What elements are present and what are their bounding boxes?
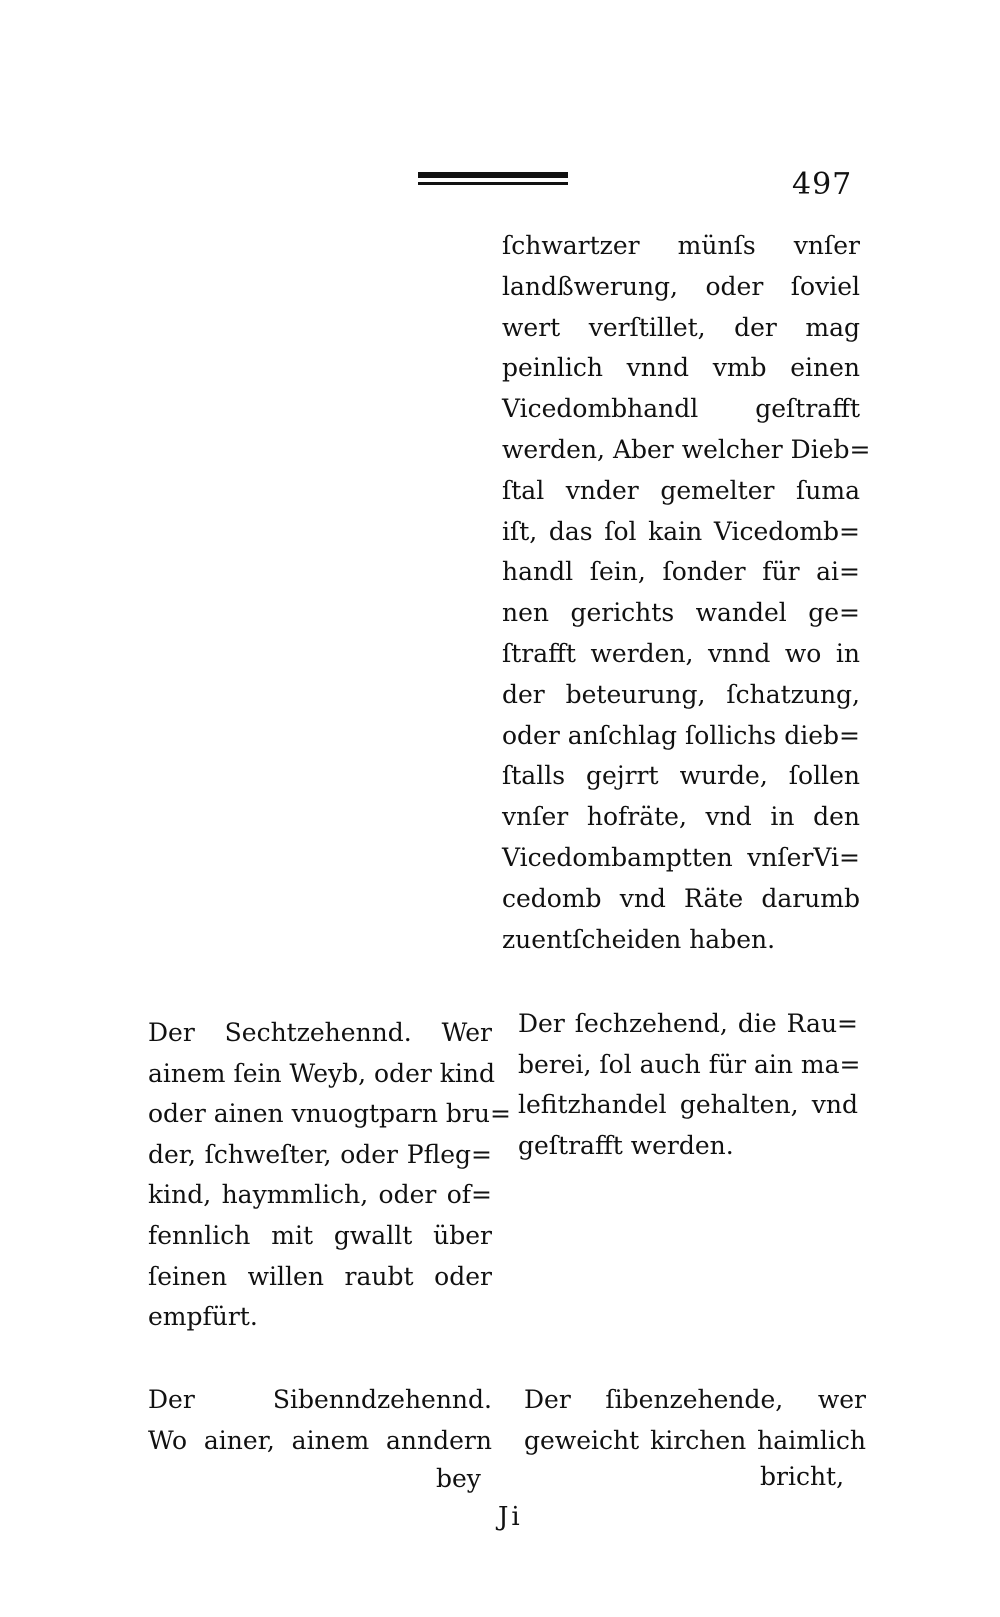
- text-line: vnſer hofräte, vnd in den: [502, 802, 860, 832]
- text-line: handl ſein, ſonder für ai=: [502, 557, 860, 587]
- text-line: nen gerichts wandel ge=: [502, 598, 860, 628]
- text-line: Der ſechzehend, die Rau=: [518, 1009, 858, 1038]
- section-16-new-text: [518, 1004, 861, 1166]
- text-line: Der ſibenzehende, wer: [524, 1385, 866, 1414]
- text-line: fennlich mit gwallt über: [148, 1220, 492, 1250]
- header-rule-thick: [418, 172, 568, 178]
- text-line: peinlich vnnd vmb einen: [502, 353, 860, 383]
- text-line: geweicht kirchen haimlich: [524, 1425, 866, 1455]
- text-line: oder anſchlag ſollichs dieb=: [502, 720, 860, 750]
- text-line: ſtalls gejrrt wurde, ſollen: [502, 761, 860, 791]
- text-line: oder ainen vnuogtparn bru=: [148, 1099, 511, 1129]
- text-line: lefitzhandel gehalten, vnd: [518, 1090, 858, 1120]
- top-paragraph: [502, 226, 871, 960]
- section-17-old-text: [148, 1380, 492, 1461]
- header-rule-thin: [418, 182, 568, 185]
- text-line: landßwerung, oder ſoviel: [502, 271, 860, 301]
- text-line: Vicedombhandl geſtrafft: [502, 394, 860, 424]
- text-line: geſtrafft werden.: [518, 1130, 734, 1160]
- page-number: 497: [792, 167, 853, 202]
- text-line: Wo ainer, ainem anndern: [148, 1425, 492, 1455]
- text-line: cedomb vnd Räte darumb: [502, 883, 860, 913]
- text-line: Der Sibenndzehennd.: [148, 1385, 492, 1414]
- text-line: zuentſcheiden haben.: [502, 924, 776, 954]
- text-line: Der Sechtzehennd. Wer: [148, 1018, 492, 1047]
- text-line: ſtal vnder gemelter ſuma: [502, 475, 860, 505]
- text-line: kind, haymmlich, oder of=: [148, 1180, 492, 1210]
- signature-mark: Ji: [498, 1502, 523, 1532]
- text-line: ſchwartzer münſs vnſer: [502, 231, 860, 260]
- text-line: der beteurung, ſchatzung,: [502, 679, 860, 709]
- section-17-new-text: [524, 1380, 866, 1461]
- section-16-old-text: [148, 1013, 511, 1338]
- text-line: iſt, das ſol kain Vicedomb=: [502, 516, 860, 546]
- catchword-left: bey: [436, 1464, 481, 1493]
- text-line: ſtrafft werden, vnnd wo in: [502, 638, 860, 668]
- text-line: ainem ſein Weyb, oder kind: [148, 1058, 496, 1088]
- header-double-rule: [418, 172, 568, 186]
- text-line: Vicedombamptten vnſerVi=: [502, 842, 860, 872]
- text-line: empfürt.: [148, 1302, 258, 1332]
- text-line: der, ſchweſter, oder Pfleg=: [148, 1139, 492, 1169]
- text-line: ſeinen willen raubt oder: [148, 1261, 492, 1291]
- text-line: berei, ſol auch für ain ma=: [518, 1049, 861, 1079]
- text-line: wert verſtillet, der mag: [502, 312, 860, 342]
- catchword-right: bricht,: [760, 1462, 845, 1491]
- text-line: werden, Aber welcher Dieb=: [502, 434, 871, 464]
